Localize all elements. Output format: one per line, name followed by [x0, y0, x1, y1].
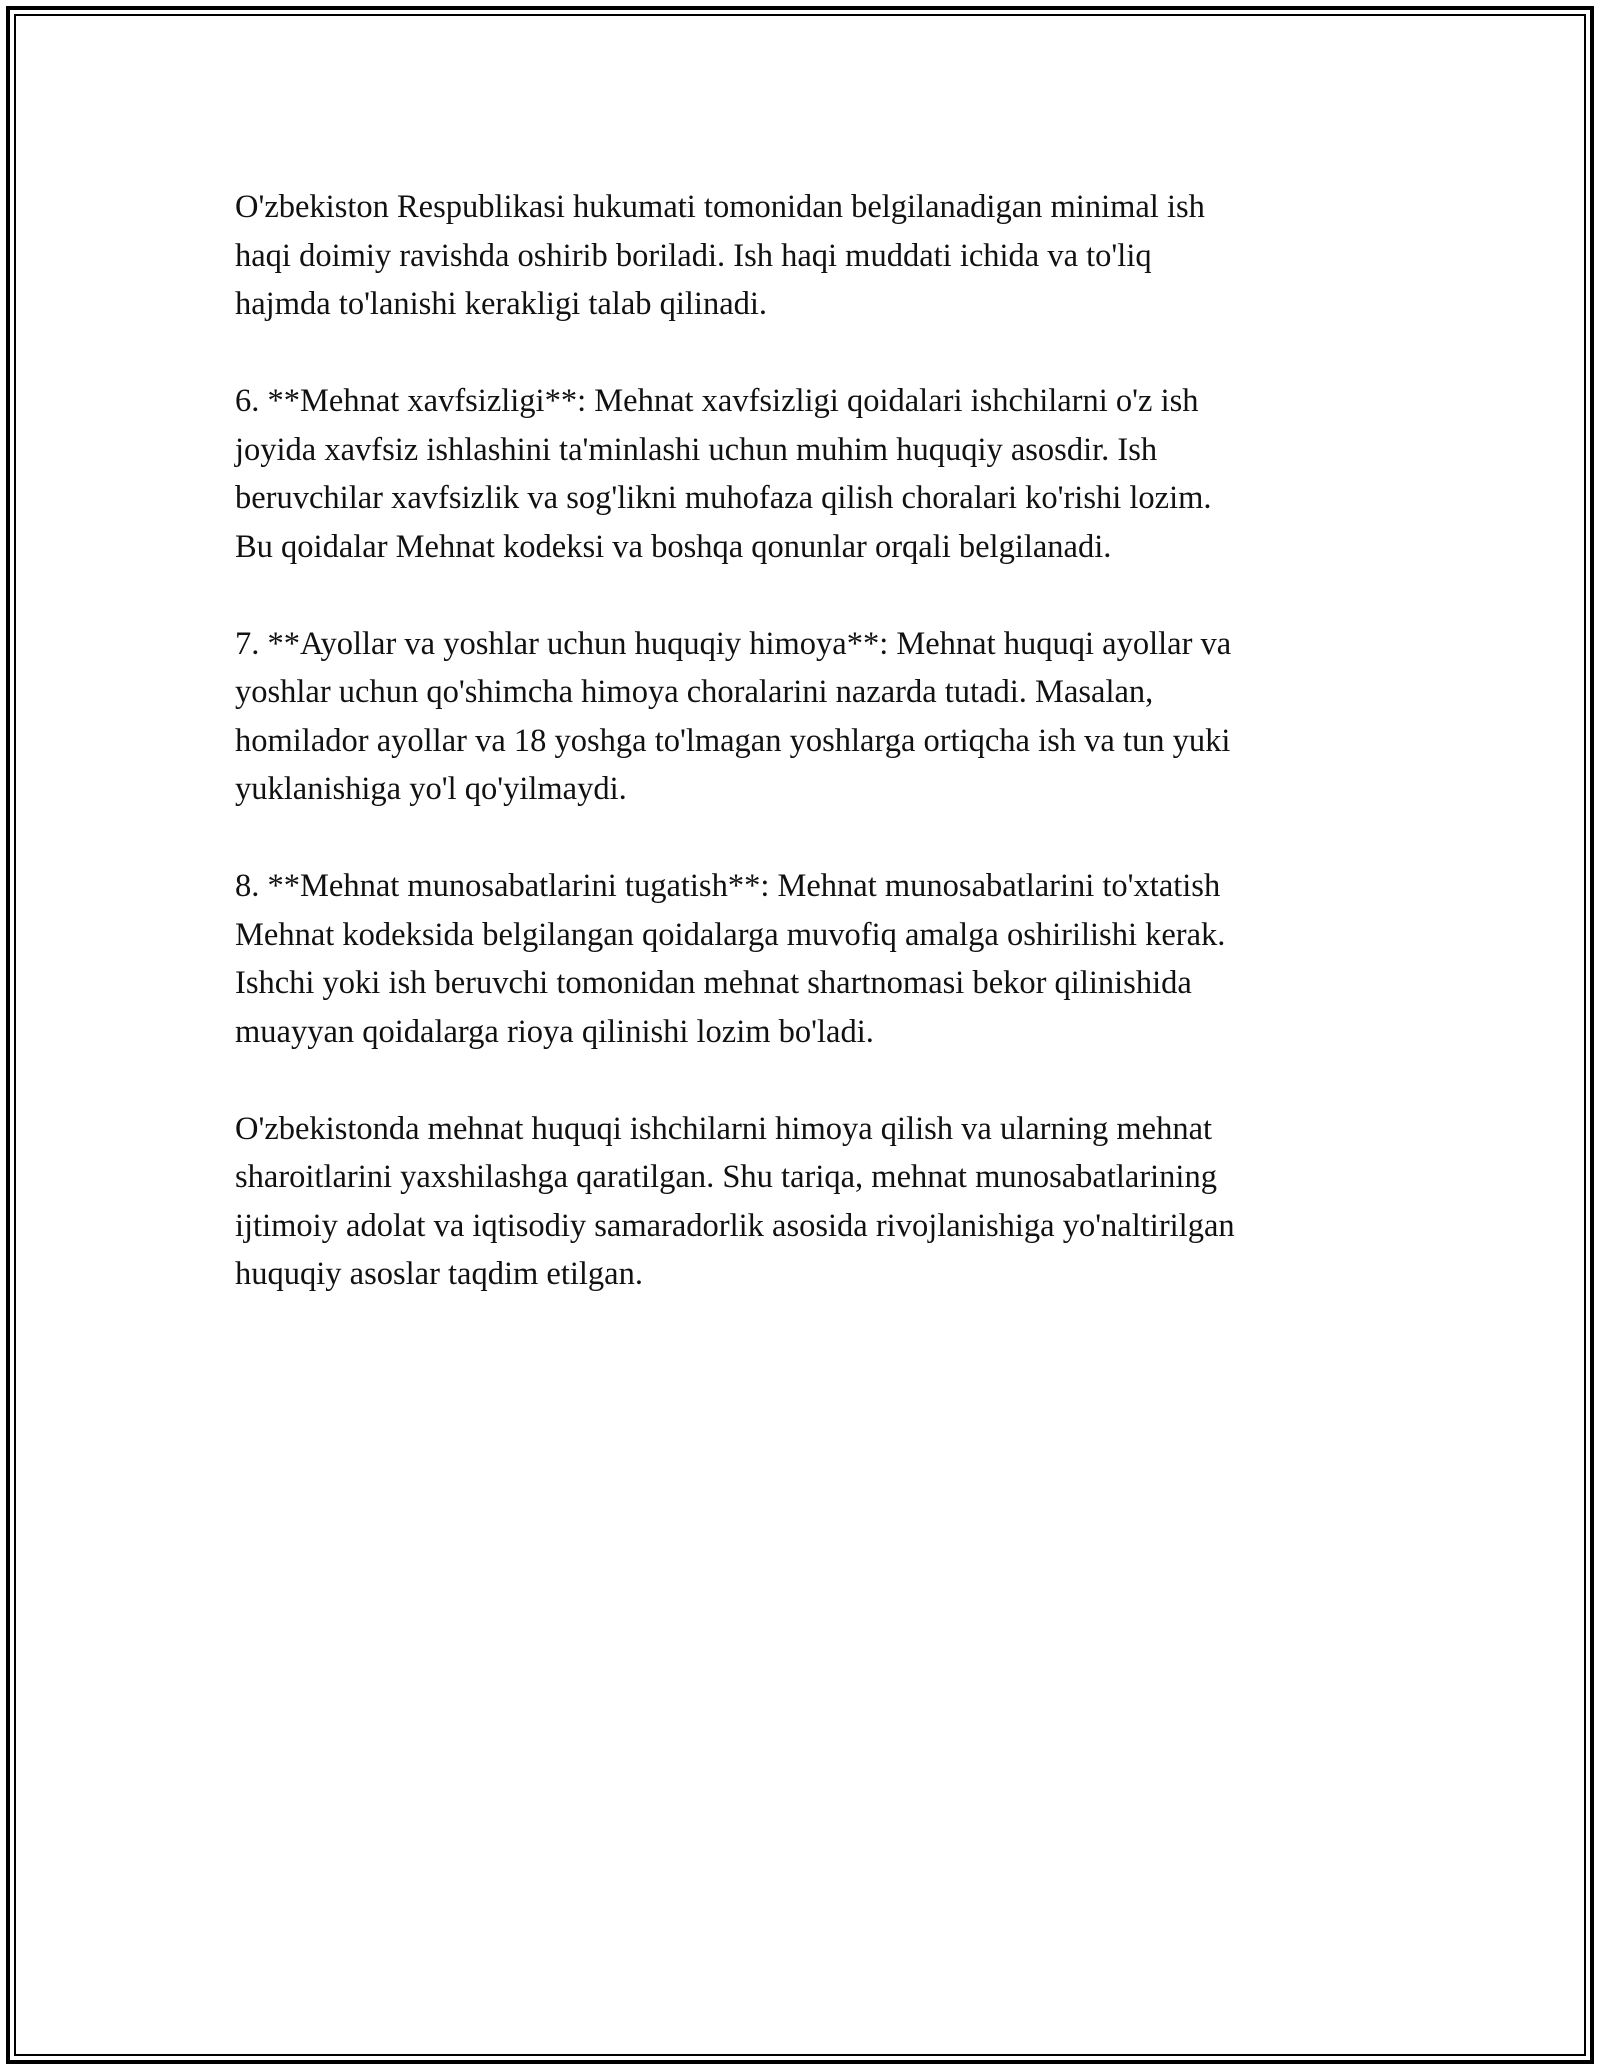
document-body [235, 183, 1375, 1347]
paragraph-conclusion: O'zbekistonda mehnat huquqi ishchilarni himoya qilish va ularning mehnat sharoitlarini yaxshilashga qaratilgan. Shu tariqa, mehnat munosabatlarining ijtimoiy adolat va iqtisodiy samaradorlik asosida rivojlanishiga yo'naltirilgan huquqiy asoslar taqdim etilgan. [235, 1110, 1235, 1292]
paragraph-minimum-wage: O'zbekiston Respublikasi hukumati tomonidan belgilanadigan minimal ish haqi doimiy ravishda oshirib boriladi. Ish haqi muddati ichida va to'liq hajmda to'lanishi kerakligi talab qilinadi. [235, 189, 1205, 322]
paragraph-labor-safety: 6. **Mehnat xavfsizligi**: Mehnat xavfsizligi qoidalari ishchilarni o'z ish joyida xavfsiz ishlashini ta'minlashi uchun muhim huquqiy asosdir. Ish beruvchilar xavfsizlik va sog'likni muhofaza qilish choralari ko'rishi lozim. Bu qoidalar Mehnat kodeksi va boshqa qonunlar orqali belgilanadi. [235, 383, 1212, 565]
paragraph-women-youth-protection: 7. **Ayollar va yoshlar uchun huquqiy himoya**: Mehnat huquqi ayollar va yoshlar uchun qo'shimcha himoya choralarini nazarda tutadi. Masalan, homilador ayollar va 18 yoshga to'lmagan yoshlarga ortiqcha ish va tun yuki yuklanishiga yo'l qo'yilmaydi. [235, 625, 1232, 807]
paragraph-termination: 8. **Mehnat munosabatlarini tugatish**: Mehnat munosabatlarini to'xtatish Mehnat kodeksida belgilangan qoidalarga muvofiq amalga oshirilishi kerak. Ishchi yoki ish beruvchi tomonidan mehnat shartnomasi bekor qilinishida muayyan qoidalarga rioya qilinishi lozim bo'ladi. [235, 868, 1226, 1050]
